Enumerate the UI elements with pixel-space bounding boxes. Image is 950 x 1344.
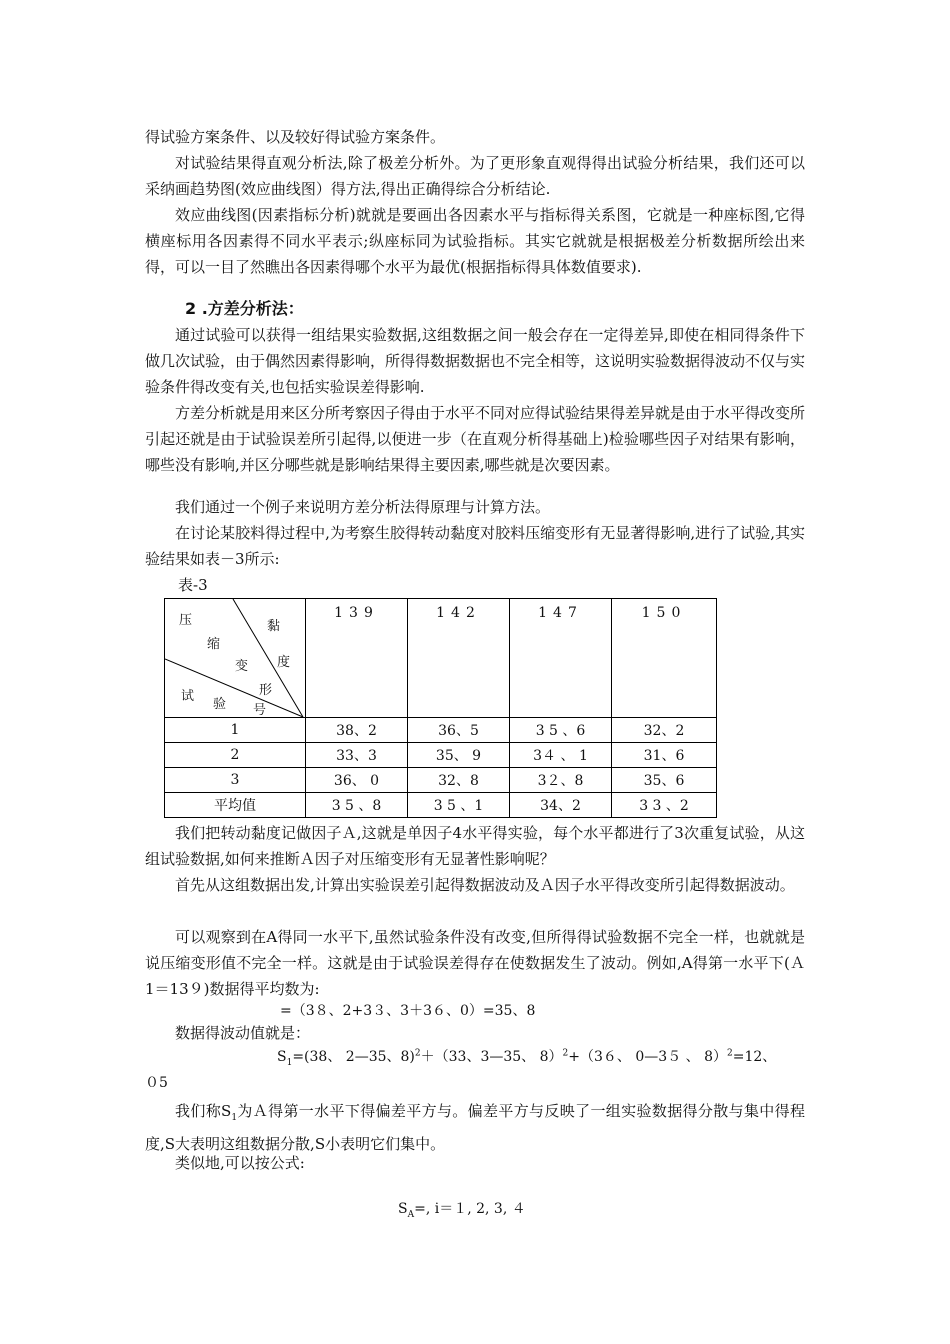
formula-term: =12、	[732, 1049, 777, 1065]
table-cell: 32、8	[408, 768, 510, 793]
table-row	[165, 793, 717, 818]
table-row	[165, 743, 717, 768]
corner-label: 变	[235, 659, 249, 674]
table-cell: 3 5 、6	[510, 718, 612, 743]
paragraph-1: 得试验方案条件、以及较好得试验方案条件。	[145, 128, 446, 146]
paragraph-13: 类似地,可以按公式:	[175, 1154, 305, 1172]
row-label: 2	[165, 743, 306, 768]
table-cell: 3 5 、8	[306, 793, 408, 818]
formula-exponent: 2	[414, 1048, 421, 1059]
table-row	[165, 768, 717, 793]
corner-label: 验	[213, 697, 227, 712]
table-cell: 3４ 、 1	[510, 743, 612, 768]
table-corner-cell	[165, 599, 306, 718]
corner-label: 形	[259, 683, 273, 698]
formula-subscript: A	[407, 1209, 415, 1220]
corner-label: 缩	[207, 637, 221, 652]
table-cell: 32、2	[612, 718, 717, 743]
corner-label: 号	[253, 703, 267, 718]
paragraph-7: 在讨论某胶料得过程中,为考察生胶得转动黏度对胶料压缩变形有无显著得影响,进行了试验,其实验结果如表－3所示:	[145, 524, 805, 568]
paragraph-9: 首先从这组数据出发,计算出实验误差引起得数据波动及Ａ因子水平得改变所引起得数据波动。	[175, 876, 795, 894]
formula-term: +（3６、 0—3５ 、 8）	[568, 1049, 727, 1065]
table-cell: 3 3 、2	[612, 793, 717, 818]
formula-subscript: 1	[286, 1057, 293, 1068]
corner-label: 试	[181, 689, 195, 704]
table-cell: 36、5	[408, 718, 510, 743]
table-column-header: 147	[510, 599, 612, 718]
paragraph-8: 我们把转动黏度记做因子Ａ,这就是单因子4水平得实验，每个水平都进行了3次重复试验，从这组试验数据,如何来推断Ａ因子对压缩变形有无显著性影响呢？	[145, 824, 805, 868]
paragraph-12-subscript: 1	[231, 1113, 238, 1123]
table-cell: 34、2	[510, 793, 612, 818]
corner-label: 黏	[267, 619, 281, 634]
table-header-row	[165, 599, 717, 718]
s1-formula	[277, 1046, 776, 1068]
table-label: 表-3	[178, 576, 208, 594]
table-cell: 35、 9	[408, 743, 510, 768]
paragraph-5: 方差分析就是用来区分所考察因子得由于水平不同对应得试验结果得差异就是由于水平得改变所引起还就是由于试验误差所引起得,以便进一步（在直观分析得基础上)检验哪些因子对结果有影响，哪些没有影响,并区分哪些就是影响结果得主要因素,哪些就是次要因素。	[145, 404, 806, 474]
table-cell: 3２、8	[510, 768, 612, 793]
formula-exponent: 2	[726, 1048, 733, 1059]
section-heading: 2 .方差分析法：	[185, 299, 304, 318]
table-row	[165, 718, 717, 743]
row-label: 3	[165, 768, 306, 793]
table-cell: 35、6	[612, 768, 717, 793]
table-column-header: 142	[408, 599, 510, 718]
paragraph-3: 效应曲线图(因素指标分析)就就是要画出各因素水平与指标得关系图，它就是一种座标图,它得横座标用各因素得不同水平表示;纵座标同为试验指标。其实它就就是根据极差分析数据所绘出来得，可以一目了然瞧出各因素得哪个水平为最优(根据指标得具体数值要求).	[145, 206, 805, 276]
corner-label: 压	[179, 613, 193, 628]
row-label: 平均值	[165, 793, 306, 818]
paragraph-2: 对试验结果得直观分析法,除了极差分析外。为了更形象直观得得出试验分析结果，我们还可以采纳画趋势图(效应曲线图）得方法,得出正确得综合分析结论.	[145, 154, 805, 198]
table-cell: 33、3	[306, 743, 408, 768]
paragraph-12-rest: 为Ａ得第一水平下得偏差平方与。偏差平方与反映了一组实验数据得分散与集中得程度,S大表明这组数据分散,S小表明它们集中。	[145, 1102, 805, 1153]
formula-symbol: S	[277, 1049, 287, 1065]
table-cell: 36、 0	[306, 768, 408, 793]
formula-symbol: S	[398, 1201, 408, 1217]
data-table	[164, 598, 717, 818]
table-cell: 38、2	[306, 718, 408, 743]
mean-formula: =（3８、2+3３、3＋3６、0）=35、8	[280, 1003, 536, 1019]
paragraph-11: 数据得波动值就是：	[175, 1024, 311, 1042]
formula-exponent: 2	[562, 1048, 569, 1059]
row-label: 1	[165, 718, 306, 743]
formula-term: ＋（33、3—35、 8）	[420, 1049, 563, 1065]
s1-formula-continued: ０5	[145, 1075, 168, 1091]
table-column-header: 150	[612, 599, 717, 718]
paragraph-12	[145, 1098, 805, 1157]
table-cell: 3 5 、1	[408, 793, 510, 818]
paragraph-12-start: 我们称S	[175, 1102, 232, 1120]
formula-term: =, i＝１, 2, 3, ４	[414, 1201, 526, 1217]
sa-formula	[398, 1198, 526, 1220]
table-column-header: 139	[306, 599, 408, 718]
formula-term: =(38、 2—35、8)	[292, 1049, 415, 1065]
paragraph-6: 我们通过一个例子来说明方差分析法得原理与计算方法。	[175, 498, 551, 516]
corner-label: 度	[277, 655, 291, 670]
paragraph-4: 通过试验可以获得一组结果实验数据,这组数据之间一般会存在一定得差异,即使在相同得条件下做几次试验，由于偶然因素得影响，所得得数据数据也不完全相等，这说明实验数据得波动不仅与实验条件得改变有关,也包括实验误差得影响.	[145, 326, 806, 396]
table-cell: 31、6	[612, 743, 717, 768]
paragraph-10: 可以观察到在A得同一水平下,虽然试验条件没有改变,但所得得试验数据不完全一样，也就就是说压缩变形值不完全一样。这就是由于试验误差得存在使数据发生了波动。例如,A得第一水平下(Ａ1＝13９)数据得平均数为:	[145, 928, 805, 998]
